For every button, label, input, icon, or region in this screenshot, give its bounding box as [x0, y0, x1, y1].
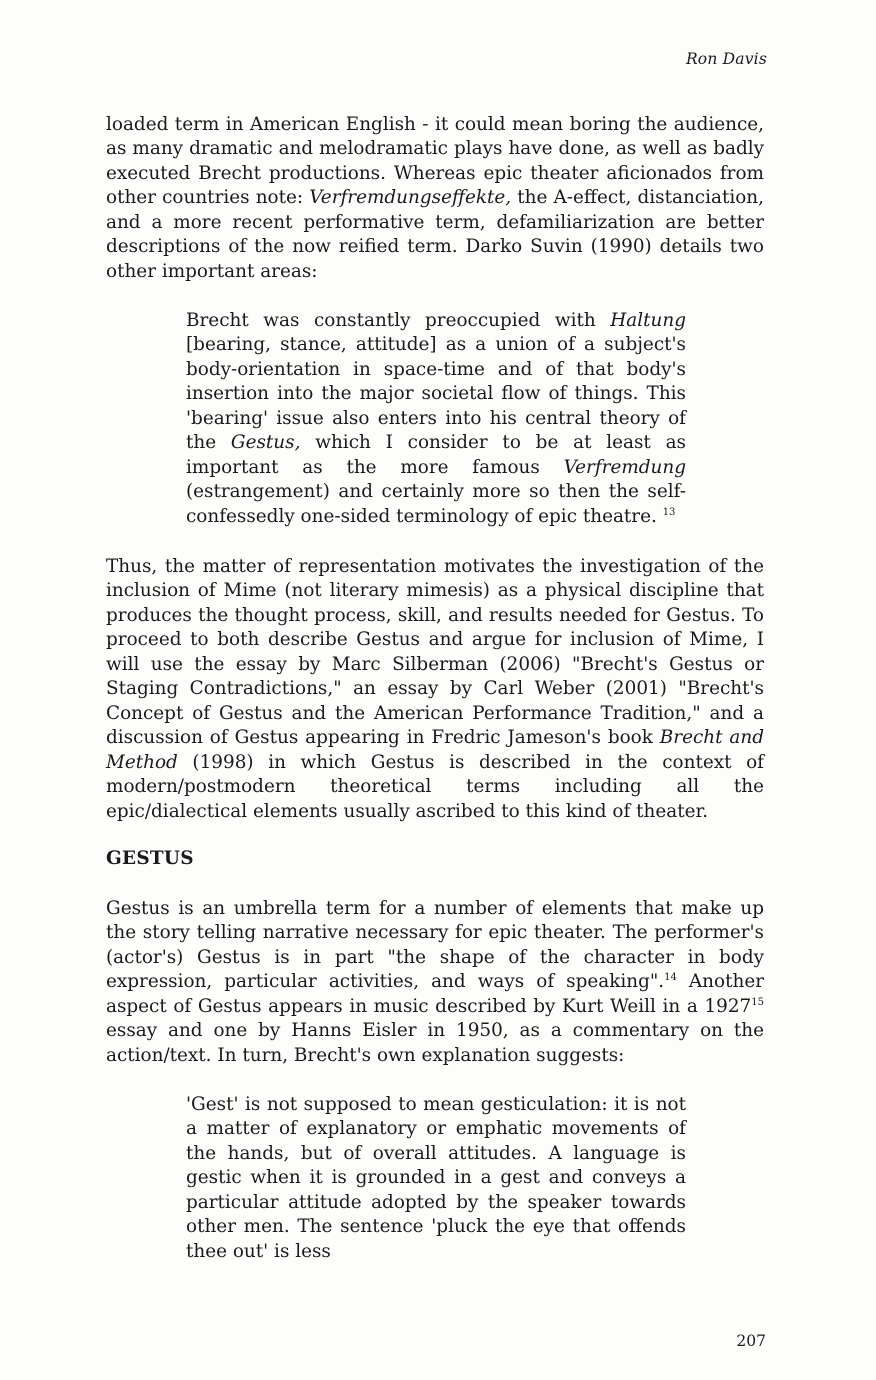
paragraph-2-text: Thus, the matter of representation motivates the investigation of the inclusion of Mime (not literary mimesis) as a physical discipline that produces the thought process, skill, and results needed for Gestus. To proceed to both describe Gestus and argue for inclusion of Mime, I will use the essay by Marc Silberman (2006) "Brecht's Gestus or Staging Contradictions," an essay by Carl Weber (2001) "Brecht's Concept of Gestus and the American Performance Tradition," and a discussion of Gestus appearing in Fredric Jameson's book — [106, 556, 764, 749]
quote-1-text-a: Brecht was constantly preoccupied with — [186, 310, 611, 331]
section-heading: GESTUS — [106, 848, 194, 869]
paragraph-1-text-a: loaded term in American English - it could mean boring the audience, as many dramatic and melodramatic plays have done, as well as badly executed Brecht productions. Whereas epic theater aficionados from other countries note: — [106, 114, 764, 209]
paragraph-3-text-c: essay and one by Hanns Eisler in 1950, as a commentary on the action/text. In turn, Brecht's own explanation suggests: — [106, 1020, 764, 1066]
paragraph-3-text-b: Another aspect of Gestus appears in music described by Kurt Weill in a 1927 — [106, 971, 765, 1017]
block-quote-suvin — [186, 309, 686, 529]
paragraph-3 — [106, 897, 764, 1068]
footnote-ref-15: 15 — [751, 996, 764, 1008]
book-title: Brecht and Method — [106, 727, 764, 773]
footnote-ref-13: 13 — [662, 506, 676, 518]
quote-1-text-b: [bearing, stance, attitude] as a union of a subject's body-orientation in space-time and of that body's insertion into the major societal flow of things. This 'bearing' issue also enters into his central theory of the — [186, 334, 686, 454]
paragraph-1 — [106, 113, 764, 284]
block-quote-brecht — [186, 1093, 686, 1264]
running-head: Ron Davis — [685, 50, 767, 68]
paragraph-2-tail: (1998) in which Gestus is described in the context of modern/postmodern theoretical terms including all the epic/dialectical elements usually ascribed to this kind of theater. — [106, 751, 764, 822]
quote-2-text: 'Gest' is not supposed to mean gesticulation: it is not a matter of explanatory or emphatic movements of the hands, but of overall attitudes. A language is gestic when it is grounded in a gest and conveys a particular attitude adopted by the speaker towards other men. The sentence 'pluck the eye that offends thee out' is less — [186, 1094, 686, 1262]
quote-1-italic-gestus: Gestus, — [230, 432, 301, 454]
paragraph-2 — [106, 555, 764, 824]
quote-1-italic-haltung: Haltung — [610, 310, 686, 331]
quote-1-text-c: which I consider to be at least as important as the more famous — [186, 432, 686, 478]
paragraph-1-italic-term: Verfremdungseffekte, — [309, 187, 512, 209]
quote-1-text-d: (estrangement) and certainly more so then the self-confessedly one-sided terminology of epic theatre. — [186, 481, 686, 527]
page-number: 207 — [736, 1332, 766, 1350]
footnote-ref-14: 14 — [664, 972, 677, 984]
paragraph-1-text-b: the A-effect, distanciation, and a more recent performative term, defamiliarization are better descriptions of the now reified term. Darko Suvin (1990) details two other important areas: — [106, 187, 764, 282]
paragraph-3-text-a: Gestus is an umbrella term for a number of elements that make up the story telling narrative necessary for epic theater. The performer's (actor's) Gestus is in part "the shape of the character in body expression, particular activities, and ways of speaking". — [106, 898, 764, 993]
quote-1-italic-verfremdung: Verfremdung — [563, 456, 686, 478]
